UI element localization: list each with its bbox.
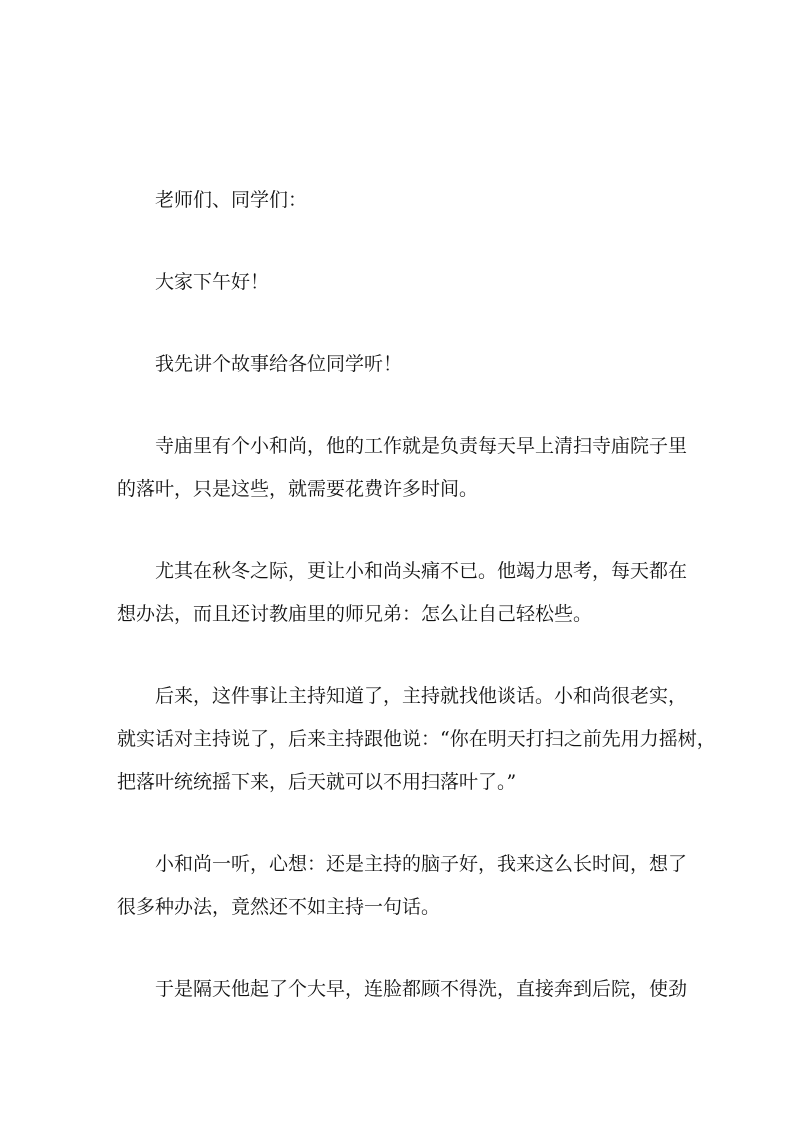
paragraph — [117, 968, 688, 1011]
text-line: 大家下午好！ — [155, 271, 270, 293]
text-line: 尤其在秋冬之际，更让小和尚头痛不已。他竭力思考，每天都在 — [155, 560, 688, 582]
paragraph — [117, 550, 688, 636]
text-line: 我先讲个故事给各位同学听！ — [155, 353, 403, 375]
paragraph — [117, 343, 683, 386]
paragraph — [117, 843, 688, 929]
paragraph — [117, 261, 683, 304]
text-line: 老师们、同学们： — [155, 189, 308, 211]
paragraph — [117, 425, 688, 511]
text-line: 很多种办法，竟然还不如主持一句话。 — [117, 896, 441, 918]
text-line: 把落叶统统摇下来，后天就可以不用扫落叶了。” — [117, 771, 517, 793]
paragraph — [117, 179, 683, 222]
text-line: 的落叶，只是这些，就需要花费许多时间。 — [117, 478, 479, 500]
text-line: 寺庙里有个小和尚，他的工作就是负责每天早上清扫寺庙院子里 — [155, 435, 688, 457]
paragraph — [117, 675, 716, 804]
text-line: 想办法，而且还讨教庙里的师兄弟：怎么让自己轻松些。 — [117, 603, 593, 625]
text-line: 于是隔天他起了个大早，连脸都顾不得洗，直接奔到后院，使劲 — [155, 978, 688, 1000]
text-line: 后来，这件事让主持知道了，主持就找他谈话。小和尚很老实， — [155, 685, 688, 707]
text-line: 就实话对主持说了，后来主持跟他说：“你在明天打扫之前先用力摇树， — [117, 728, 716, 750]
document-page — [117, 179, 716, 1050]
text-line: 小和尚一听，心想：还是主持的脑子好，我来这么长时间，想了 — [155, 853, 688, 875]
